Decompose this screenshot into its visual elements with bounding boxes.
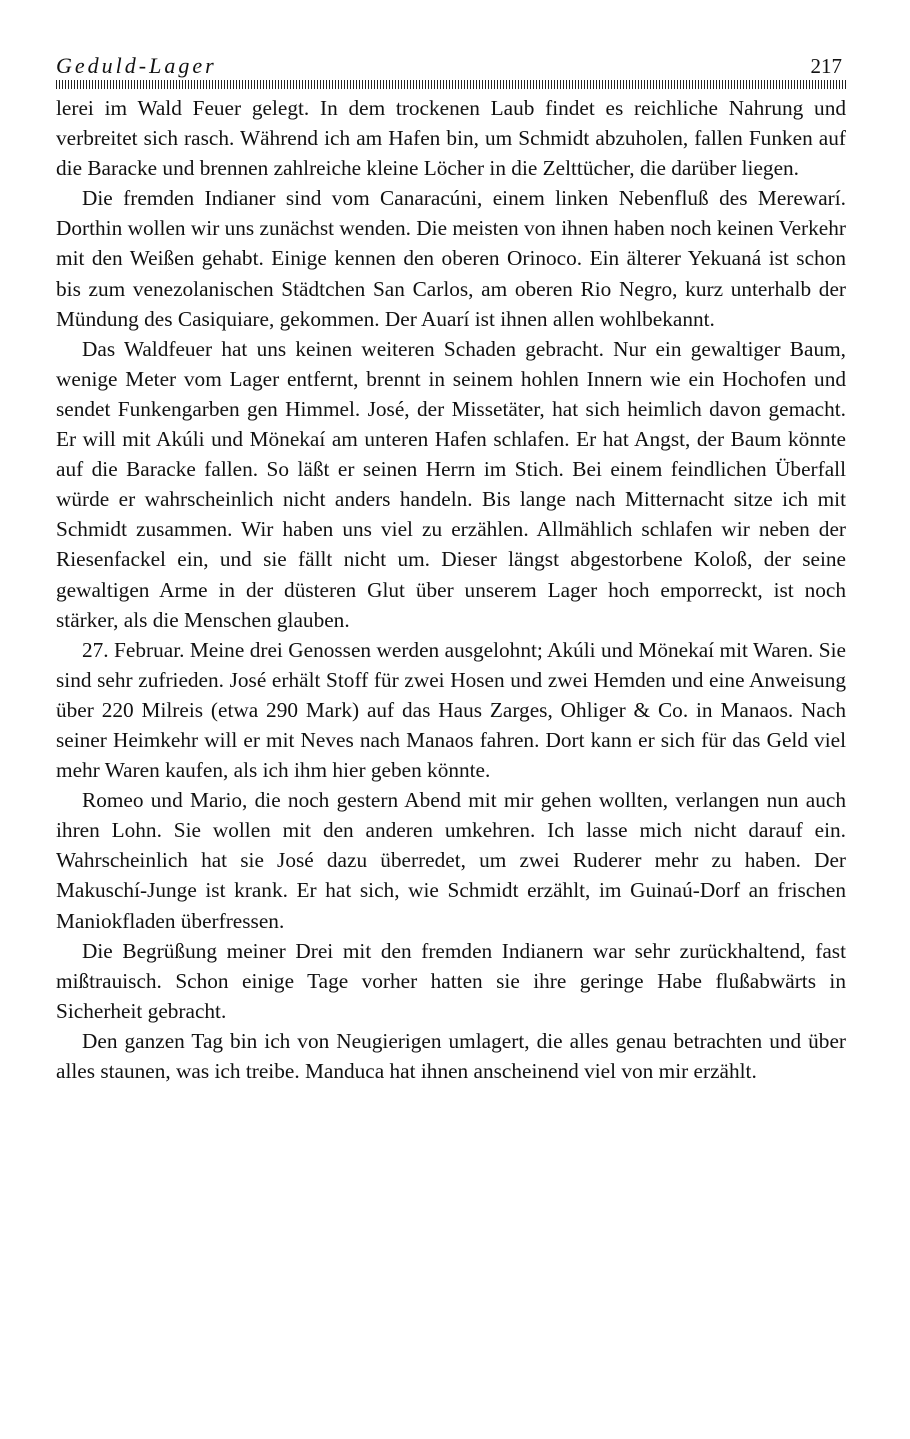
running-head [56, 54, 846, 78]
paragraph: 27. Februar. Meine drei Genossen werden ausgelohnt; Akúli und Mönekaí mit Waren. Sie sind sehr zufrieden. José erhält Stoff für zwei Hosen und zwei Hemden und eine Anweisung über 220 Milreis (etwa 290 Mark) auf das Haus Zarges, Ohliger & Co. in Manaos. Nach seiner Heimkehr will er mit Neves nach Manaos fahren. Dort kann er sich für das Geld viel mehr Waren kaufen, als ich ihm hier geben könnte. [56, 637, 846, 783]
paragraph: Die fremden Indianer sind vom Canaracúni, einem linken Nebenfluß des Merewarí. Dorthin wollen wir uns zunächst wenden. Die meisten von ihnen haben noch keinen Verkehr mit den Weißen gehabt. Einige kennen den oberen Orinoco. Ein älterer Yekuaná ist schon bis zum venezolanischen Städtchen San Carlos, am oberen Rio Negro, kurz unterhalb der Mündung des Casiquiare, gekommen. Der Auarí ist ihnen allen wohlbekannt. [56, 186, 846, 331]
body-text [56, 93, 846, 1086]
book-page [56, 54, 846, 1086]
paragraph-continuation: lerei im Wald Feuer gelegt. In dem trockenen Laub findet es reichliche Nahrung und verbreitet sich rasch. Während ich am Hafen bin, um Schmidt abzuholen, fallen Funken auf die Baracke und brennen zahlreiche kleine Löcher in die Zelttücher, die darüber liegen. [56, 96, 846, 181]
paragraph: Den ganzen Tag bin ich von Neugierigen umlagert, die alles genau betrachten und über alles staunen, was ich treibe. Manduca hat ihnen anscheinend viel von mir erzählt. [56, 1028, 846, 1083]
paragraph: Das Waldfeuer hat uns keinen weiteren Schaden gebracht. Nur ein gewaltiger Baum, wenige Meter vom Lager entfernt, brennt in seinem hohlen Innern wie ein Hochofen und sendet Funkengarben gen Himmel. José, der Missetäter, hat sich heimlich davon gemacht. Er will mit Akúli und Mönekaí am unteren Hafen schlafen. Er hat Angst, der Baum könnte auf die Baracke fallen. So läßt er seinen Herrn im Stich. Bei einem feindlichen Überfall würde er wahrscheinlich nicht anders handeln. Bis lange nach Mitternacht sitze ich mit Schmidt zusammen. Wir haben uns viel zu erzählen. Allmählich schlafen wir neben der Riesenfackel ein, und sie fällt nicht um. Dieser längst abgestorbene Koloß, der seine gewaltigen Arme in der düsteren Glut über unserem Lager hoch emporreckt, ist noch stärker, als die Menschen glauben. [56, 336, 846, 632]
paragraph: Romeo und Mario, die noch gestern Abend mit mir gehen wollten, verlangen nun auch ihren Lohn. Sie wollen mit den anderen umkehren. Ich lasse mich nicht darauf ein. Wahrscheinlich hat sie José dazu überredet, um zwei Ruderer mehr zu haben. Der Makuschí-Junge ist krank. Er hat sich, wie Schmidt erzählt, im Guinaú-Dorf an frischen Maniokfladen überfressen. [56, 788, 846, 933]
page-number: 217 [810, 54, 842, 78]
paragraph: Die Begrüßung meiner Drei mit den fremden Indianern war sehr zurückhaltend, fast mißtrauisch. Schon einige Tage vorher hatten sie ihre geringe Habe flußabwärts in Sicherheit gebracht. [56, 938, 846, 1023]
header-rule [56, 80, 846, 89]
running-head-title: Geduld-Lager [56, 53, 217, 78]
